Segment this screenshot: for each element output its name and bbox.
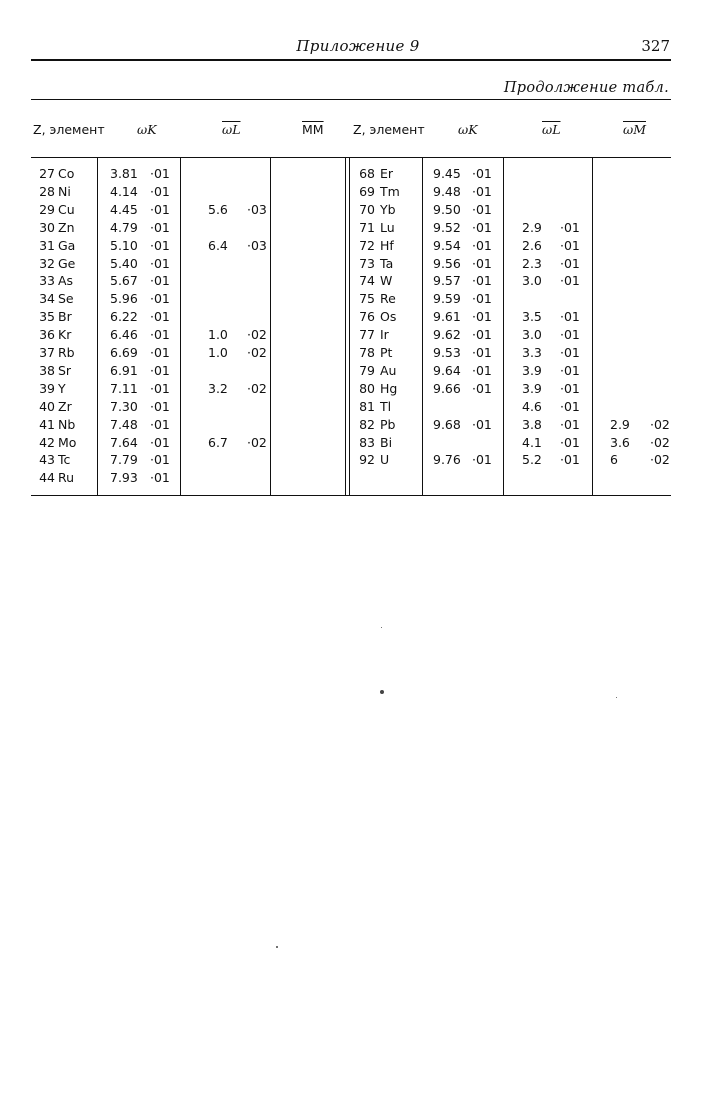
cell-omega-l: 3.2 [208, 381, 228, 396]
cell-omega-k: 5.40 [110, 256, 138, 271]
cell-z: 35 [39, 309, 55, 324]
print-speck [276, 946, 278, 948]
cell-omega-l-exp: ·01 [560, 238, 580, 253]
cell-element: Bi [380, 435, 393, 450]
cell-omega-m-exp: ·02 [650, 435, 670, 450]
cell-omega-k-exp: ·01 [472, 273, 492, 288]
cell-omega-k: 4.79 [110, 220, 138, 235]
header-m-m-text: $\overline{MM}$ [302, 122, 324, 137]
cell-omega-l: 3.8 [522, 417, 542, 432]
cell-element: Sr [58, 363, 72, 378]
cell-z: 81 [359, 399, 375, 414]
cell-omega-k-exp: ·01 [472, 363, 492, 378]
cell-omega-k-exp: ·01 [150, 309, 170, 324]
cell-z: 36 [39, 327, 55, 342]
cell-omega-l: 6.7 [208, 435, 228, 450]
cell-element: Br [58, 309, 72, 324]
cell-omega-k-exp: ·01 [150, 184, 170, 199]
cell-element: Zr [58, 399, 72, 414]
column-divider [592, 158, 593, 495]
cell-element: Er [380, 166, 394, 181]
cell-element: Tl [380, 399, 392, 414]
cell-element: Tc [58, 452, 71, 467]
cell-omega-k: 9.64 [433, 363, 461, 378]
cell-z: 92 [359, 452, 375, 467]
cell-z: 74 [359, 273, 375, 288]
cell-omega-k: 7.30 [110, 399, 138, 414]
header-z-element [33, 122, 105, 137]
cell-omega-l: 4.1 [522, 435, 542, 450]
cell-omega-l: 2.9 [522, 220, 542, 235]
cell-omega-k: 5.96 [110, 291, 138, 306]
cell-element: Pb [380, 417, 396, 432]
cell-z: 76 [359, 309, 375, 324]
print-speck [616, 697, 617, 698]
column-divider-double [349, 158, 350, 495]
cell-omega-k: 7.64 [110, 435, 138, 450]
cell-omega-k-exp: ·01 [472, 452, 492, 467]
cell-z: 43 [39, 452, 55, 467]
cell-z: 75 [359, 291, 375, 306]
cell-omega-l-exp: ·01 [560, 452, 580, 467]
cell-omega-k: 5.67 [110, 273, 138, 288]
cell-omega-l: 3.3 [522, 345, 542, 360]
table-continuation-note: Продолжение табл. [503, 80, 669, 96]
cell-element: Mo [58, 435, 77, 450]
header-rule [31, 59, 671, 61]
cell-element: Zn [58, 220, 75, 235]
cell-element: Ga [58, 238, 76, 253]
column-divider-double [345, 158, 346, 495]
header-omega-l-right-text: $\overline{\omega L}$ [542, 122, 561, 137]
cell-omega-k: 9.57 [433, 273, 461, 288]
cell-element: Yb [380, 202, 396, 217]
cell-omega-l: 3.9 [522, 381, 542, 396]
cell-element: Lu [380, 220, 395, 235]
cell-omega-l-exp: ·01 [560, 309, 580, 324]
cell-omega-l: 1.0 [208, 345, 228, 360]
cell-omega-k: 6.91 [110, 363, 138, 378]
cell-element: Au [380, 363, 397, 378]
cell-omega-k-exp: ·01 [472, 327, 492, 342]
cell-element: Hg [380, 381, 398, 396]
cell-omega-m-exp: ·02 [650, 452, 670, 467]
cell-z: 29 [39, 202, 55, 217]
header-omega-k-right-text: ωK [458, 122, 478, 137]
cell-z: 82 [359, 417, 375, 432]
page-number: 327 [641, 37, 670, 55]
cell-z: 39 [39, 381, 55, 396]
column-divider [270, 158, 271, 495]
cell-element: Os [380, 309, 397, 324]
cell-z: 71 [359, 220, 375, 235]
cell-z: 77 [359, 327, 375, 342]
cell-omega-l-exp: ·02 [247, 381, 267, 396]
cell-z: 69 [359, 184, 375, 199]
cell-element: Ni [58, 184, 71, 199]
cell-omega-l: 1.0 [208, 327, 228, 342]
cell-omega-l-exp: ·01 [560, 273, 580, 288]
cell-z: 27 [39, 166, 55, 181]
cell-z: 73 [359, 256, 375, 271]
cell-element: Nb [58, 417, 76, 432]
cell-z: 79 [359, 363, 375, 378]
cell-omega-l-exp: ·01 [560, 417, 580, 432]
header-omega-l [222, 122, 241, 137]
cell-omega-l: 5.6 [208, 202, 228, 217]
cell-omega-k-exp: ·01 [150, 238, 170, 253]
header-omega-l-right [542, 122, 561, 137]
header-omega-k-text: ωK [137, 122, 157, 137]
cell-omega-l: 6.4 [208, 238, 228, 253]
cell-element: Co [58, 166, 75, 181]
cell-z: 28 [39, 184, 55, 199]
cell-omega-l-exp: ·03 [247, 202, 267, 217]
cell-z: 83 [359, 435, 375, 450]
cell-omega-k-exp: ·01 [472, 166, 492, 181]
cell-z: 80 [359, 381, 375, 396]
cell-omega-k: 9.66 [433, 381, 461, 396]
cell-element: Pt [380, 345, 393, 360]
cell-omega-k-exp: ·01 [150, 363, 170, 378]
header-omega-m-right-text: $\overline{\omega M}$ [623, 122, 646, 137]
cell-omega-k-exp: ·01 [150, 220, 170, 235]
cell-omega-k: 7.11 [110, 381, 138, 396]
cell-omega-k-exp: ·01 [150, 417, 170, 432]
cell-z: 68 [359, 166, 375, 181]
running-title: Приложение 9 [296, 37, 420, 55]
cell-omega-l-exp: ·01 [560, 220, 580, 235]
cell-omega-k: 6.69 [110, 345, 138, 360]
cell-omega-k: 9.45 [433, 166, 461, 181]
print-speck [381, 627, 382, 628]
cell-omega-k-exp: ·01 [150, 256, 170, 271]
cell-element: Ir [380, 327, 389, 342]
cell-omega-k: 9.62 [433, 327, 461, 342]
cell-element: Tm [380, 184, 400, 199]
cell-element: Re [380, 291, 396, 306]
cell-element: Ge [58, 256, 76, 271]
cell-omega-k-exp: ·01 [150, 327, 170, 342]
cell-omega-k-exp: ·01 [472, 309, 492, 324]
cell-omega-m-exp: ·02 [650, 417, 670, 432]
cell-omega-k: 9.54 [433, 238, 461, 253]
cell-omega-l: 2.6 [522, 238, 542, 253]
cell-omega-k: 4.45 [110, 202, 138, 217]
cell-omega-k-exp: ·01 [472, 238, 492, 253]
cell-z: 78 [359, 345, 375, 360]
cell-omega-l-exp: ·01 [560, 345, 580, 360]
cell-omega-l-exp: ·01 [560, 256, 580, 271]
cell-omega-k: 7.79 [110, 452, 138, 467]
print-speck [380, 690, 384, 694]
cell-omega-k-exp: ·01 [150, 435, 170, 450]
table-top-rule [31, 99, 671, 100]
cell-omega-l: 4.6 [522, 399, 542, 414]
cell-element: Ta [380, 256, 394, 271]
cell-omega-l-exp: ·02 [247, 435, 267, 450]
cell-omega-l-exp: ·02 [247, 345, 267, 360]
cell-omega-k: 9.76 [433, 452, 461, 467]
cell-omega-k-exp: ·01 [472, 184, 492, 199]
cell-omega-l-exp: ·01 [560, 381, 580, 396]
cell-omega-k: 9.52 [433, 220, 461, 235]
cell-element: Rb [58, 345, 75, 360]
cell-omega-l-exp: ·01 [560, 327, 580, 342]
cell-element: Kr [58, 327, 72, 342]
table-bottom-rule [31, 495, 671, 496]
cell-z: 72 [359, 238, 375, 253]
cell-z: 34 [39, 291, 55, 306]
cell-element: Y [58, 381, 66, 396]
cell-omega-k-exp: ·01 [150, 399, 170, 414]
cell-omega-k: 5.10 [110, 238, 138, 253]
cell-omega-k: 7.48 [110, 417, 138, 432]
cell-omega-k-exp: ·01 [150, 452, 170, 467]
cell-omega-m: 6 [610, 452, 618, 467]
header-m-m [302, 122, 324, 137]
column-divider [503, 158, 504, 495]
header-omega-m-right [623, 122, 646, 137]
cell-omega-k: 9.68 [433, 417, 461, 432]
cell-omega-k: 9.53 [433, 345, 461, 360]
cell-omega-l-exp: ·02 [247, 327, 267, 342]
cell-z: 38 [39, 363, 55, 378]
cell-omega-l: 3.9 [522, 363, 542, 378]
cell-omega-l-exp: ·03 [247, 238, 267, 253]
header-z-element-right-text: Z, элемент [353, 122, 425, 137]
cell-z: 30 [39, 220, 55, 235]
header-z-element-text: Z, элемент [33, 122, 105, 137]
cell-omega-l: 5.2 [522, 452, 542, 467]
cell-element: W [380, 273, 393, 288]
cell-omega-k: 9.59 [433, 291, 461, 306]
cell-omega-k: 9.56 [433, 256, 461, 271]
cell-omega-k: 3.81 [110, 166, 138, 181]
cell-omega-k-exp: ·01 [150, 202, 170, 217]
cell-omega-k-exp: ·01 [150, 345, 170, 360]
cell-z: 42 [39, 435, 55, 450]
cell-z: 37 [39, 345, 55, 360]
cell-z: 70 [359, 202, 375, 217]
cell-omega-l: 3.0 [522, 327, 542, 342]
cell-z: 32 [39, 256, 55, 271]
cell-z: 44 [39, 470, 55, 485]
cell-element: Ru [58, 470, 75, 485]
cell-omega-k-exp: ·01 [472, 381, 492, 396]
cell-omega-k-exp: ·01 [472, 256, 492, 271]
cell-omega-l-exp: ·01 [560, 363, 580, 378]
cell-element: As [58, 273, 74, 288]
cell-omega-m: 2.9 [610, 417, 630, 432]
cell-z: 41 [39, 417, 55, 432]
cell-element: U [380, 452, 390, 467]
cell-element: Cu [58, 202, 75, 217]
cell-omega-k-exp: ·01 [150, 273, 170, 288]
cell-omega-k: 9.61 [433, 309, 461, 324]
cell-element: Se [58, 291, 74, 306]
cell-omega-l: 2.3 [522, 256, 542, 271]
cell-omega-k-exp: ·01 [472, 220, 492, 235]
column-divider [422, 158, 423, 495]
cell-omega-k: 9.50 [433, 202, 461, 217]
cell-omega-l-exp: ·01 [560, 399, 580, 414]
cell-omega-l: 3.5 [522, 309, 542, 324]
cell-omega-k-exp: ·01 [472, 202, 492, 217]
cell-omega-k: 4.14 [110, 184, 138, 199]
cell-omega-k-exp: ·01 [472, 291, 492, 306]
cell-omega-k: 6.22 [110, 309, 138, 324]
column-divider [180, 158, 181, 495]
header-omega-k [137, 122, 157, 137]
cell-omega-k: 6.46 [110, 327, 138, 342]
column-divider [97, 158, 98, 495]
cell-z: 31 [39, 238, 55, 253]
cell-omega-k-exp: ·01 [472, 345, 492, 360]
cell-z: 33 [39, 273, 55, 288]
table-header-rule [31, 157, 671, 158]
cell-omega-k-exp: ·01 [150, 166, 170, 181]
cell-omega-k-exp: ·01 [472, 417, 492, 432]
header-omega-k-right [458, 122, 478, 137]
cell-omega-k: 9.48 [433, 184, 461, 199]
header-omega-l-text: $\overline{\omega L}$ [222, 122, 241, 137]
cell-omega-k: 7.93 [110, 470, 138, 485]
cell-omega-l: 3.0 [522, 273, 542, 288]
cell-omega-m: 3.6 [610, 435, 630, 450]
cell-z: 40 [39, 399, 55, 414]
cell-element: Hf [380, 238, 394, 253]
cell-omega-l-exp: ·01 [560, 435, 580, 450]
header-z-element-right [353, 122, 425, 137]
cell-omega-k-exp: ·01 [150, 291, 170, 306]
cell-omega-k-exp: ·01 [150, 381, 170, 396]
cell-omega-k-exp: ·01 [150, 470, 170, 485]
